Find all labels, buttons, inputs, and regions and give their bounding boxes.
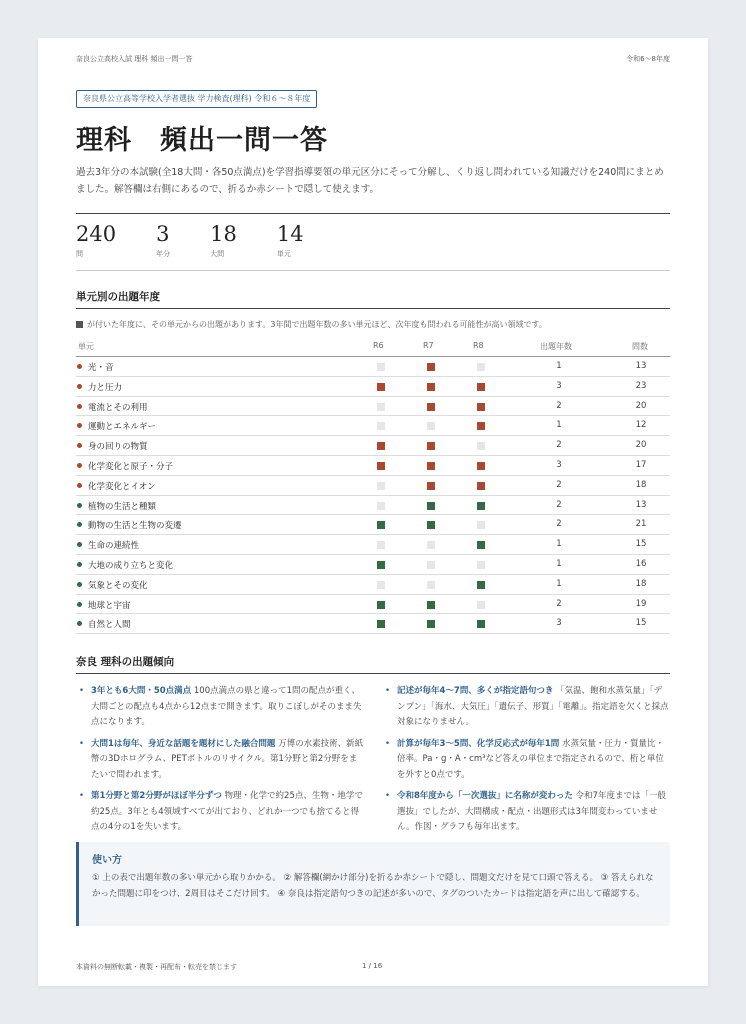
- group-dot-icon: [77, 423, 82, 428]
- group-dot-icon: [77, 503, 82, 508]
- stat-value: 18: [210, 222, 237, 246]
- running-header: [76, 54, 670, 64]
- year-cell-r6: [377, 363, 385, 371]
- stats-row: [76, 220, 344, 259]
- years-count: 2: [556, 519, 562, 530]
- year-cell-r7: [427, 422, 435, 430]
- year-cell-r8: [477, 422, 485, 430]
- table-row: [76, 476, 670, 496]
- years-count: 2: [556, 400, 562, 411]
- trend-highlight: 3年とも6大問・50点満点: [91, 686, 192, 696]
- unit-name: 自然と人間: [88, 620, 131, 631]
- col-unit: 単元: [78, 342, 94, 351]
- year-cell-r6: [377, 521, 385, 529]
- year-cell-r6: [377, 561, 385, 569]
- exam-badge: 奈良県公立高等学校入学者選抜 学力検査(理科) 令和６〜８年度: [76, 90, 317, 108]
- footer-copyright: 本資料の無断転載・複製・再配布・転売を禁じます: [76, 963, 237, 971]
- footer: [76, 962, 670, 972]
- trend-text: 万博の水素技術、新紙幣の3Dホログラム、PETボトルのリサイクル。第1分野と第2分野をまたいで問われます。: [91, 738, 364, 780]
- years-count: 2: [556, 598, 562, 609]
- table-body: [76, 357, 670, 634]
- stat-label: 大問: [210, 250, 225, 258]
- trend-highlight: 大問1は毎年、身近な話題を題材にした融合問題: [91, 738, 276, 749]
- table-row: [76, 575, 670, 595]
- group-dot-icon: [77, 483, 82, 488]
- group-dot-icon: [77, 602, 82, 607]
- table-row: [76, 614, 670, 634]
- howto-box: [76, 842, 670, 926]
- year-cell-r7: [427, 403, 435, 411]
- years-count: 1: [556, 361, 562, 371]
- year-cell-r7: [427, 581, 435, 589]
- year-cell-r7: [427, 521, 435, 529]
- question-count: 20: [635, 440, 647, 451]
- col-r6: R6: [373, 341, 384, 350]
- table-row: [76, 377, 670, 397]
- table-row: [76, 436, 670, 456]
- group-dot-icon: [77, 562, 82, 567]
- trend-highlight: 計算が毎年3〜5問、化学反応式が毎年1問: [397, 738, 560, 749]
- unit-name: 電流とその利用: [88, 402, 148, 413]
- trend-item: [76, 684, 364, 731]
- year-cell-r8: [477, 363, 485, 371]
- unit-name: 植物の生活と種類: [88, 501, 157, 512]
- stat-value: 14: [276, 222, 304, 246]
- trends-right-column: [382, 684, 670, 842]
- table-row: [76, 496, 670, 516]
- stat-value: 3: [156, 222, 170, 246]
- group-dot-icon: [77, 384, 82, 389]
- trend-highlight: 第1分野と第2分野がほぼ半分ずつ: [91, 791, 222, 801]
- stat-value: 240: [76, 222, 117, 246]
- stat-label: 問: [76, 250, 83, 258]
- table-row: [76, 555, 670, 575]
- group-dot-icon: [77, 364, 82, 369]
- table-row: [76, 456, 670, 476]
- question-count: 18: [635, 479, 647, 490]
- trends-section-title: 奈良 理科の出題傾向: [76, 656, 175, 668]
- trends-left-column: [76, 684, 364, 842]
- divider: [76, 308, 670, 309]
- lead-paragraph: 過去3年分の本試験(全18大問・各50点満点)を学習指導要領の単元区分にそって分解し、くり返し問われている知識だけを240問にまとめました。解答欄は右側にあるので、折るか赤シートで隠して使えます。: [76, 167, 664, 195]
- year-cell-r7: [427, 363, 435, 371]
- divider: [76, 213, 670, 214]
- year-cell-r8: [477, 581, 485, 589]
- running-header-right: 令和6〜8年度: [626, 55, 670, 63]
- trend-text: 100点満点の県と違って1問の配点が重く、大問ごとの配点も4点から12点まで開きます。取りこぼしがそのまま失点になります。: [91, 686, 362, 727]
- group-dot-icon: [77, 522, 82, 527]
- trend-item: [382, 684, 670, 731]
- question-count: 23: [635, 380, 647, 391]
- group-dot-icon: [77, 463, 82, 468]
- year-cell-r7: [427, 620, 435, 628]
- col-years: 出題年数: [540, 342, 572, 351]
- year-cell-r7: [427, 601, 435, 609]
- year-cell-r8: [477, 482, 485, 490]
- units-table: [76, 336, 670, 634]
- stat-label: 単元: [276, 250, 291, 258]
- year-cell-r7: [427, 442, 435, 450]
- stat-major-questions: [210, 220, 237, 259]
- year-cell-r7: [427, 541, 435, 549]
- years-count: 2: [556, 479, 562, 490]
- year-cell-r6: [377, 601, 385, 609]
- year-cell-r7: [427, 482, 435, 490]
- trend-item: [76, 789, 364, 836]
- year-cell-r6: [377, 462, 385, 470]
- year-cell-r7: [427, 502, 435, 510]
- stat-units: [277, 220, 304, 259]
- question-count: 15: [635, 618, 647, 629]
- group-dot-icon: [77, 582, 82, 587]
- trend-item: [382, 789, 670, 836]
- year-cell-r6: [377, 442, 385, 450]
- marker-square-icon: [76, 321, 83, 328]
- year-cell-r6: [377, 581, 385, 589]
- question-count: 18: [635, 578, 647, 589]
- trend-highlight: 記述が毎年4〜7問、多くが指定語句つき: [397, 686, 554, 696]
- year-cell-r8: [477, 541, 485, 549]
- year-cell-r8: [477, 442, 485, 450]
- unit-name: 生命の連続性: [88, 541, 140, 552]
- unit-name: 身の回りの物質: [88, 442, 148, 453]
- unit-name: 地球と宇宙: [88, 600, 131, 611]
- year-cell-r7: [427, 462, 435, 470]
- years-count: 3: [556, 618, 562, 629]
- unit-name: 気象とその変化: [88, 580, 148, 591]
- page-title: 理科 頻出一問一答: [76, 125, 328, 156]
- question-count: 20: [635, 400, 647, 411]
- question-count: 12: [635, 420, 647, 431]
- col-r8: R8: [473, 341, 484, 350]
- table-row: [76, 416, 670, 436]
- year-cell-r8: [477, 561, 485, 569]
- divider: [76, 270, 670, 271]
- units-note: [76, 319, 547, 330]
- year-cell-r8: [477, 502, 485, 510]
- table-row: [76, 397, 670, 417]
- unit-name: 力と圧力: [88, 382, 123, 393]
- page-number: 1 / 16: [362, 962, 383, 970]
- trend-text: 水蒸気量・圧力・質量比・倍率。Pa・g・A・cm³など答えの単位まで指定されるので、桁と単位を外すと0点です。: [397, 738, 664, 780]
- stat-label: 年分: [156, 250, 171, 258]
- units-section-title: 単元別の出題年度: [76, 291, 160, 303]
- stat-years: [156, 220, 170, 259]
- trends-columns: [76, 684, 670, 842]
- table-row: [76, 357, 670, 377]
- unit-name: 化学変化と原子・分子: [88, 461, 174, 472]
- question-count: 17: [635, 459, 647, 470]
- running-header-left: 奈良公立高校入試 理科 頻出一問一答: [76, 55, 193, 63]
- years-count: 1: [556, 420, 562, 431]
- unit-name: 動物の生活と生物の変遷: [88, 521, 182, 532]
- year-cell-r6: [377, 541, 385, 549]
- trend-text: 「気温、飽和水蒸気量」「デンプン」「海水、大気圧」「遺伝子、形質」「電離」。指定語を欠くと採点対象になりません。: [397, 686, 669, 727]
- document-page: [38, 38, 708, 986]
- year-cell-r8: [477, 403, 485, 411]
- group-dot-icon: [77, 621, 82, 626]
- question-count: 13: [635, 361, 647, 371]
- year-cell-r8: [477, 620, 485, 628]
- howto-title: 使い方: [92, 855, 122, 866]
- question-count: 16: [635, 558, 647, 569]
- year-cell-r6: [377, 482, 385, 490]
- table-row: [76, 535, 670, 555]
- year-cell-r6: [377, 620, 385, 628]
- years-count: 3: [556, 459, 562, 470]
- question-count: 19: [635, 598, 647, 609]
- divider: [76, 673, 670, 674]
- trend-text: 物理・化学で約25点、生物・地学で約25点。3年とも4領域すべてが出ており、どれか一つでも捨てると得点の4分の1を失います。: [91, 791, 363, 832]
- col-r7: R7: [423, 341, 434, 350]
- question-count: 13: [635, 499, 647, 510]
- years-count: 3: [556, 380, 562, 391]
- year-cell-r6: [377, 422, 385, 430]
- group-dot-icon: [77, 404, 82, 409]
- year-cell-r6: [377, 403, 385, 411]
- howto-text: ① 上の表で出題年数の多い単元から取りかかる。 ② 解答欄(網かけ部分)を折るか赤シートで隠し、問題文だけを見て口頭で答える。 ③ 答えられなかった問題に印をつけ、2周目はそこだけ回す。 ④ 奈良は指定語句つきの記述が多いので、タグのついたカードは指定語を声に出して確認する。: [92, 873, 654, 899]
- year-cell-r8: [477, 462, 485, 470]
- years-count: 1: [556, 539, 562, 550]
- years-count: 1: [556, 578, 562, 589]
- year-cell-r8: [477, 383, 485, 391]
- trend-text: 令和7年度までは「一般選抜」でしたが、大問構成・配点・出題形式は3年間変わっていません。作図・グラフも毎年出ます。: [397, 791, 666, 832]
- question-count: 15: [635, 539, 647, 550]
- years-count: 2: [556, 499, 562, 510]
- question-count: 21: [635, 519, 647, 530]
- year-cell-r6: [377, 383, 385, 391]
- trend-highlight: 令和8年度から「一次選抜」に名称が変わった: [397, 791, 573, 801]
- unit-name: 大地の成り立ちと変化: [88, 560, 174, 571]
- trend-item: [382, 737, 670, 784]
- col-count: 問数: [632, 342, 648, 351]
- years-count: 2: [556, 440, 562, 451]
- table-row: [76, 595, 670, 615]
- unit-name: 光・音: [88, 363, 114, 373]
- table-header: [76, 336, 670, 357]
- units-note-text: が付いた年度に、その単元からの出題があります。3年間で出題年数の多い単元ほど、次年度も問われる可能性が高い領域です。: [87, 320, 547, 329]
- stat-questions: [76, 220, 116, 259]
- year-cell-r7: [427, 383, 435, 391]
- unit-name: 化学変化とイオン: [88, 481, 156, 492]
- table-row: [76, 515, 670, 535]
- trend-item: [76, 737, 364, 784]
- unit-name: 運動とエネルギー: [88, 422, 157, 433]
- year-cell-r7: [427, 561, 435, 569]
- year-cell-r8: [477, 521, 485, 529]
- group-dot-icon: [77, 542, 82, 547]
- year-cell-r6: [377, 502, 385, 510]
- group-dot-icon: [77, 443, 82, 448]
- year-cell-r8: [477, 601, 485, 609]
- years-count: 1: [556, 558, 562, 569]
